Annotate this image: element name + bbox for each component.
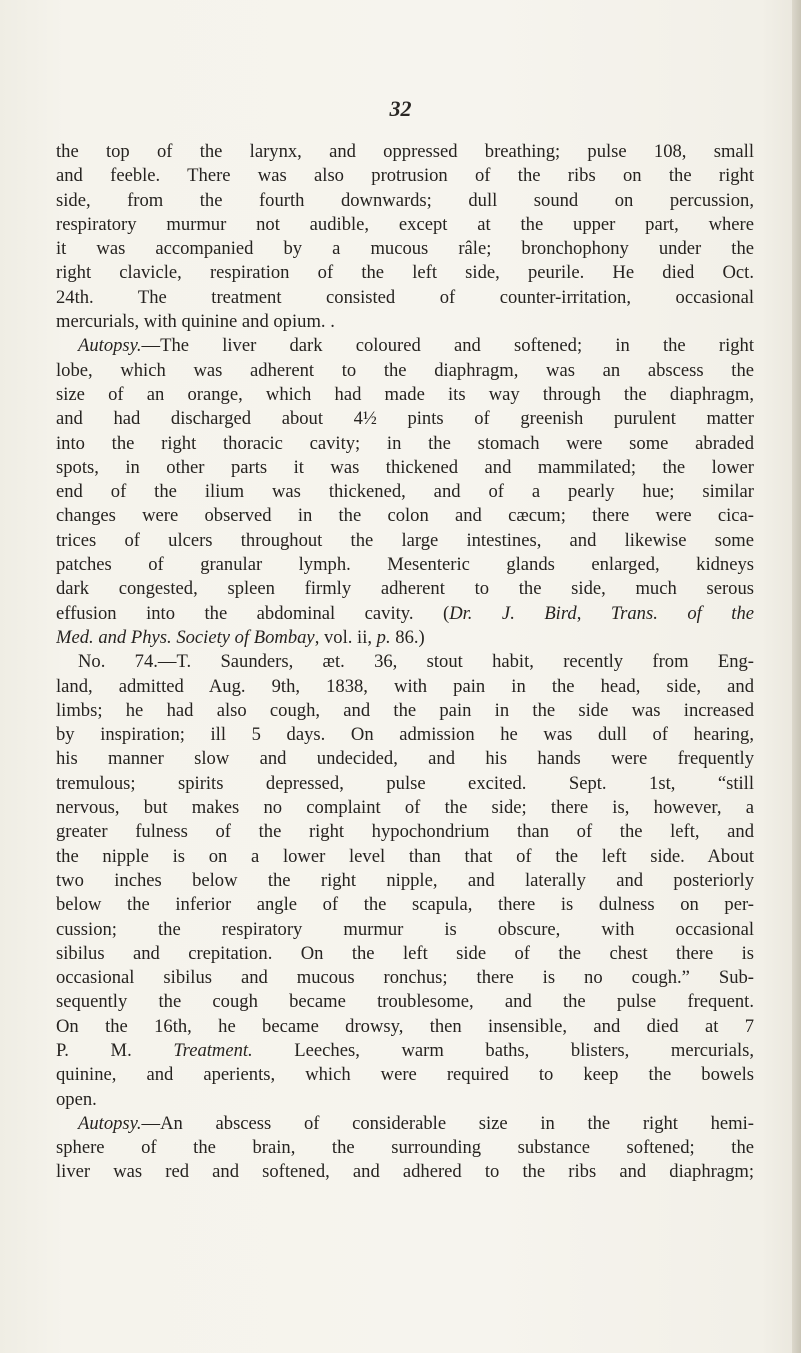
text-line: sphere of the brain, the surrounding substance softened; the <box>56 1137 754 1159</box>
text-line: dark congested, spleen firmly adherent to the side, much serous <box>56 578 754 600</box>
text-line: and feeble. There was also protrusion of the ribs on the right <box>56 165 754 187</box>
body-text <box>56 140 754 1185</box>
text-line: respiratory murmur not audible, except at the upper part, where <box>56 213 754 235</box>
text-line: size of an orange, which had made its way through the diaphragm, <box>56 383 754 405</box>
text-line: trices of ulcers throughout the large intestines, and likewise some <box>56 529 754 551</box>
text-line: greater fulness of the right hypochondrium than of the left, and <box>56 821 754 843</box>
text-line: mercurials, with quinine and opium. . <box>56 311 335 333</box>
text-line: occasional sibilus and mucous ronchus; there is no cough.” Sub- <box>56 967 754 989</box>
text-line: by inspiration; ill 5 days. On admission he was dull of hearing, <box>56 724 754 746</box>
text-line: Autopsy.—The liver dark coloured and softened; in the right <box>78 335 754 357</box>
text-line: two inches below the right nipple, and laterally and posteriorly <box>56 869 754 891</box>
text-line: spots, in other parts it was thickened and mammilated; the lower <box>56 456 754 478</box>
page-edge-shadow <box>792 0 801 1353</box>
text-line: the top of the larynx, and oppressed breathing; pulse 108, small <box>56 141 754 162</box>
text-line: nervous, but makes no complaint of the side; there is, however, a <box>56 797 754 819</box>
text-line: quinine, and aperients, which were required to keep the bowels <box>56 1064 754 1086</box>
text-line: the nipple is on a lower level than that of the left side. About <box>56 845 754 867</box>
text-line: right clavicle, respiration of the left side, peurile. He died Oct. <box>56 262 754 284</box>
text-line: open. <box>56 1088 97 1110</box>
text-line: On the 16th, he became drowsy, then insensible, and died at 7 <box>56 1015 754 1037</box>
text-line: changes were observed in the colon and cæcum; there were cica- <box>56 505 754 527</box>
text-line: 24th. The treatment consisted of counter-irritation, occasional <box>56 286 754 308</box>
text-line: into the right thoracic cavity; in the stomach were some abraded <box>56 432 754 454</box>
page-number: 32 <box>389 96 412 121</box>
text-line: liver was red and softened, and adhered to the ribs and diaphragm; <box>56 1161 754 1183</box>
text-line: side, from the fourth downwards; dull sound on percussion, <box>56 189 754 211</box>
text-line: Med. and Phys. Society of Bombay, vol. ii, p. 86.) <box>56 626 425 648</box>
text-line: P. M. Treatment. Leeches, warm baths, blisters, mercurials, <box>56 1039 754 1061</box>
text-line: Autopsy.—An abscess of considerable size in the right hemi- <box>78 1112 754 1134</box>
text-line: and had discharged about 4½ pints of greenish purulent matter <box>56 408 754 430</box>
text-line: his manner slow and undecided, and his hands were frequently <box>56 748 754 770</box>
text-line: sequently the cough became troublesome, and the pulse frequent. <box>56 991 754 1013</box>
text-line: tremulous; spirits depressed, pulse excited. Sept. 1st, “still <box>56 772 754 794</box>
text-line: it was accompanied by a mucous râle; bronchophony under the <box>56 238 754 260</box>
text-line: limbs; he had also cough, and the pain in the side was increased <box>56 699 754 721</box>
text-line: patches of granular lymph. Mesenteric glands enlarged, kidneys <box>56 554 754 576</box>
text-line: cussion; the respiratory murmur is obscure, with occasional <box>56 918 754 940</box>
text-line: end of the ilium was thickened, and of a pearly hue; similar <box>56 481 754 503</box>
text-line: land, admitted Aug. 9th, 1838, with pain in the head, side, and <box>56 675 754 697</box>
text-line: sibilus and crepitation. On the left side of the chest there is <box>56 942 754 964</box>
text-line: effusion into the abdominal cavity. (Dr. J. Bird, Trans. of the <box>56 602 754 624</box>
text-line: No. 74.—T. Saunders, æt. 36, stout habit, recently from Eng- <box>78 651 754 673</box>
text-line: below the inferior angle of the scapula, there is dulness on per- <box>56 894 754 916</box>
text-line: lobe, which was adherent to the diaphragm, was an abscess the <box>56 359 754 381</box>
